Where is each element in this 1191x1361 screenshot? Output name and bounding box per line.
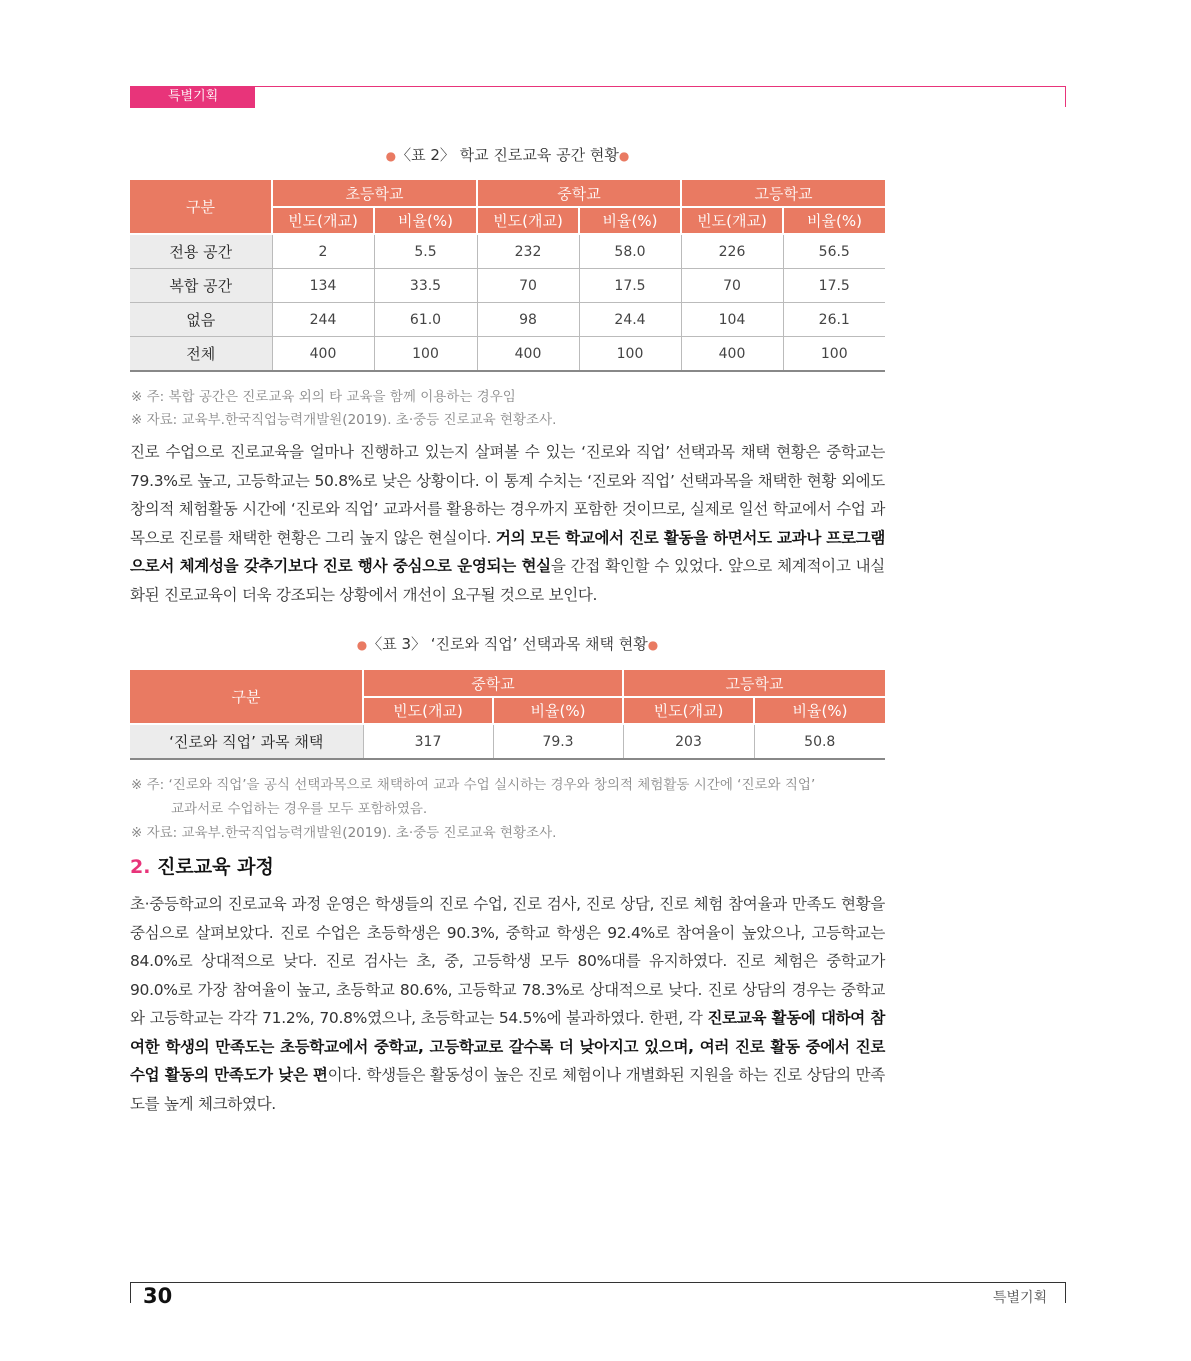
table3-note: ※ 주: ‘진로와 직업’을 공식 선택과목으로 채택하여 교과 수업 실시하는 경우와 창의적 체험활동 시간에 ‘진로와 직업’ bbox=[131, 777, 816, 793]
table3-subheader: 비율(%) bbox=[754, 697, 885, 724]
table-cell: 104 bbox=[681, 303, 783, 337]
table3-caption bbox=[130, 633, 885, 654]
table3-source: ※ 자료: 교육부.한국직업능력개발원(2019). 초·중등 진로교육 현황조사. bbox=[131, 825, 557, 841]
page-number: 30 bbox=[143, 1284, 173, 1308]
section-number: 2. bbox=[130, 856, 151, 878]
table-cell: 17.5 bbox=[783, 269, 885, 303]
table-cell: 61.0 bbox=[374, 303, 477, 337]
footer-section-label: 특별기획 bbox=[993, 1290, 1048, 1306]
section-heading bbox=[130, 852, 274, 879]
table2-subheader: 비율(%) bbox=[374, 207, 477, 234]
section-title: 진로교육 과정 bbox=[157, 856, 274, 878]
table3-subheader: 빈도(개교) bbox=[623, 697, 754, 724]
table3-group: 고등학교 bbox=[623, 670, 885, 697]
caption-bullet-icon: ● bbox=[356, 638, 368, 652]
table-cell: 100 bbox=[579, 337, 681, 372]
caption-bullet-icon: ● bbox=[385, 149, 397, 163]
row-label: ‘진로와 직업’ 과목 채택 bbox=[130, 724, 363, 759]
table-cell: 79.3 bbox=[493, 724, 623, 759]
paragraph-text: 이다. 학생들은 활동성이 높은 진로 체험이나 개별화된 지원을 하는 진로 상담의 만족도를 높게 체크하였다. bbox=[130, 1066, 885, 1113]
body-paragraph bbox=[130, 890, 885, 1118]
header-rule bbox=[255, 86, 1065, 87]
paragraph-emphasis: 진로교육 활동에 대하여 참여한 학생의 만족도는 초등학교에서 중학교, 고등학교로 갈수록 더 낮아지고 있으며, 여러 진로 활동 중에서 진로 수업 활동의 만족도가 낮은 편 bbox=[130, 1009, 886, 1084]
table-cell: 24.4 bbox=[579, 303, 681, 337]
table3-corner: 구분 bbox=[130, 670, 363, 724]
table-cell: 134 bbox=[272, 269, 374, 303]
table-row bbox=[130, 303, 885, 337]
table-cell: 226 bbox=[681, 234, 783, 269]
row-label: 복합 공간 bbox=[130, 269, 272, 303]
table-row bbox=[130, 234, 885, 269]
table2-group: 고등학교 bbox=[681, 180, 885, 207]
table-cell: 400 bbox=[272, 337, 374, 372]
table-cell: 317 bbox=[363, 724, 493, 759]
table-cell: 400 bbox=[477, 337, 579, 372]
table3-subheader: 빈도(개교) bbox=[363, 697, 493, 724]
table3-group: 중학교 bbox=[363, 670, 623, 697]
header-rule-end bbox=[1065, 86, 1066, 107]
table2-subheader: 비율(%) bbox=[783, 207, 885, 234]
paragraph-text: 진로 수업으로 진로교육을 얼마나 진행하고 있는지 살펴볼 수 있는 ‘진로와 직업’ 선택과목 채택 현황은 중학교는 79.3%로 높고, 고등학교는 50.8%로 낮은 상황이다. 이 통계 수치는 ‘진로와 직업’ 선택과목을 채택한 현황 외에도 창의적 체험활동 시간에 ‘진로와 직업’ 교과서를 활용하는 경우까지 포함한 것이므로, 실제로 일선 학교에서 수업 과목으로 진로를 채택한 현황은 그리 높지 않은 현실이다. bbox=[130, 443, 885, 547]
table-cell: 26.1 bbox=[783, 303, 885, 337]
table-cell: 5.5 bbox=[374, 234, 477, 269]
caption-bullet-icon: ● bbox=[618, 149, 630, 163]
table-cell: 98 bbox=[477, 303, 579, 337]
table-row bbox=[130, 269, 885, 303]
paragraph-text: 초·중등학교의 진로교육 과정 운영은 학생들의 진로 수업, 진로 검사, 진로 상담, 진로 체험 참여율과 만족도 현황을 중심으로 살펴보았다. 진로 수업은 초등학생은 90.3%, 중학교 학생은 92.4%로 참여율이 높았으나, 고등학교는 84.0%로 상대적으로 낮다. 진로 검사는 초, 중, 고등학생 모두 80%대를 유지하였다. 진로 체험은 중학교가 90.0%로 가장 참여율이 높고, 초등학교 80.6%, 고등학교 78.3%로 상대적으로 낮다. 진로 상담의 경우는 중학교와 고등학교는 각각 71.2%, 70.8%였으나, 초등학교는 54.5%에 불과하였다. 한편, 각 bbox=[130, 895, 885, 1027]
table-cell: 33.5 bbox=[374, 269, 477, 303]
row-label: 전용 공간 bbox=[130, 234, 272, 269]
table-cell: 100 bbox=[374, 337, 477, 372]
section-tab: 특별기획 bbox=[130, 86, 255, 108]
table-row bbox=[130, 337, 885, 372]
table2-group: 초등학교 bbox=[272, 180, 477, 207]
table2-group: 중학교 bbox=[477, 180, 681, 207]
table-cell: 400 bbox=[681, 337, 783, 372]
caption-bullet-icon: ● bbox=[647, 638, 659, 652]
footer-rule-left bbox=[130, 1282, 131, 1303]
table3 bbox=[130, 670, 885, 760]
table-cell: 203 bbox=[623, 724, 754, 759]
table2-subheader: 비율(%) bbox=[579, 207, 681, 234]
table3-note-cont: 교과서로 수업하는 경우를 모두 포함하였음. bbox=[171, 801, 428, 817]
table-cell: 2 bbox=[272, 234, 374, 269]
table3-subheader: 비율(%) bbox=[493, 697, 623, 724]
table-cell: 70 bbox=[681, 269, 783, 303]
table-cell: 17.5 bbox=[579, 269, 681, 303]
table-cell: 56.5 bbox=[783, 234, 885, 269]
table-cell: 232 bbox=[477, 234, 579, 269]
footer-rule bbox=[130, 1282, 1066, 1283]
table2-subheader: 빈도(개교) bbox=[477, 207, 579, 234]
table2-source: ※ 자료: 교육부.한국직업능력개발원(2019). 초·중등 진로교육 현황조사. bbox=[131, 412, 557, 428]
table3-caption-text: 〈표 3〉 ‘진로와 직업’ 선택과목 채택 현황 bbox=[367, 635, 648, 653]
table2-subheader: 빈도(개교) bbox=[681, 207, 783, 234]
table2-note: ※ 주: 복합 공간은 진로교육 외의 타 교육을 함께 이용하는 경우임 bbox=[131, 389, 516, 405]
table-cell: 58.0 bbox=[579, 234, 681, 269]
table2-caption bbox=[130, 144, 885, 165]
row-label: 없음 bbox=[130, 303, 272, 337]
table-cell: 244 bbox=[272, 303, 374, 337]
table-row bbox=[130, 724, 885, 759]
table-cell: 70 bbox=[477, 269, 579, 303]
row-label: 전체 bbox=[130, 337, 272, 372]
paragraph-emphasis: 거의 모든 학교에서 진로 활동을 하면서도 교과나 프로그램으로서 체계성을 갖추기보다 진로 행사 중심으로 운영되는 현실 bbox=[130, 528, 886, 575]
table2 bbox=[130, 180, 885, 372]
paragraph-text: 을 간접 확인할 수 있었다. 앞으로 체계적이고 내실화된 진로교육이 더욱 강조되는 상황에서 개선이 요구될 것으로 보인다. bbox=[130, 557, 885, 604]
table2-caption-text: 〈표 2〉 학교 진로교육 공간 현황 bbox=[396, 146, 619, 164]
body-paragraph bbox=[130, 438, 885, 609]
footer-rule-right bbox=[1065, 1282, 1066, 1303]
table-cell: 100 bbox=[783, 337, 885, 372]
table-cell: 50.8 bbox=[754, 724, 885, 759]
table2-subheader: 빈도(개교) bbox=[272, 207, 374, 234]
table2-corner: 구분 bbox=[130, 180, 272, 234]
